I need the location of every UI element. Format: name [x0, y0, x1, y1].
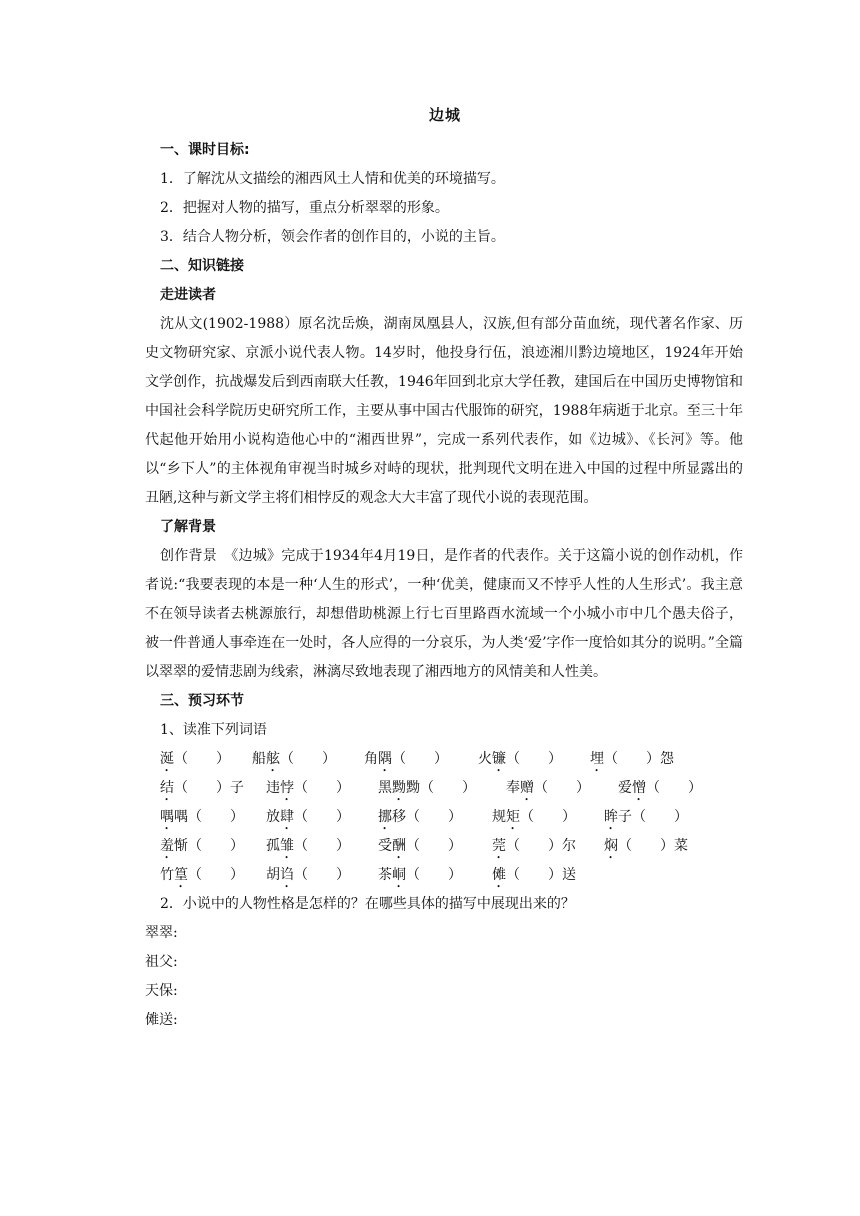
vocab-item [506, 774, 590, 804]
document-body [145, 136, 743, 1035]
vocab-prefix: 胡 [266, 866, 280, 883]
vocab-blank: （ ）怨 [604, 750, 674, 767]
question-1: 1、读准下列词语 [160, 722, 267, 738]
answer-line-tianbao: 天保: [145, 983, 178, 999]
vocab-dotted-char: 傩 [492, 866, 506, 883]
answer-line-nuosong: 傩送: [145, 1012, 178, 1028]
vocab-item [590, 745, 674, 775]
vocab-blank: （ ） [392, 750, 448, 767]
vocab-blank: 子（ ） [618, 808, 688, 825]
vocab-item [160, 832, 244, 862]
vocab-item [160, 803, 244, 833]
vocab-item [492, 861, 576, 891]
vocab-item [378, 803, 462, 833]
subheading-author: 走进读者 [160, 287, 216, 303]
vocab-blank: （ ） [280, 750, 336, 767]
vocab-item [492, 803, 576, 833]
vocab-item [252, 745, 336, 775]
vocab-item [160, 774, 244, 804]
vocab-dotted-char: 眸 [604, 808, 618, 825]
vocab-prefix: 放 [266, 808, 280, 825]
vocab-blank: （ ） [294, 837, 350, 854]
vocab-item [266, 832, 350, 862]
vocab-blank: （ ） [406, 837, 462, 854]
answer-line-grandfather: 祖父: [145, 954, 178, 970]
vocab-item [160, 745, 230, 775]
vocab-blank: （ ） [294, 808, 350, 825]
vocab-dotted-char: 赠 [520, 779, 534, 796]
vocab-dotted-char: 涎 [160, 750, 174, 767]
background-paragraph: 创作背景 《边城》完成于1934年4月19日，是作者的代表作。关于这篇小说的创作动机，作者说:“我要表现的本是一种‘人生的形式’，一种‘优美，健康而又不悖乎人性的人生形式’。我主意不在领导读者去桃源旅行，却想借助桃源上行七百里路酉水流域一个小城小市中几个愚夫俗子，被一件普通人事牵连在一处时，各人应得的一分哀乐，为人类‘爱’字作一度恰如其分的说明。”全篇以翠翠的爱情悲剧为线索，淋漓尽致地表现了湘西地方的风情美和人性美。 [145, 548, 743, 680]
vocab-blank: （ ）尔 [506, 837, 576, 854]
vocab-dotted-char: 羞 [160, 837, 174, 854]
vocab-item [266, 774, 350, 804]
vocab-dotted-char: 埋 [590, 750, 604, 767]
vocab-item [364, 745, 448, 775]
vocab-blank: 黝（ ） [406, 779, 476, 796]
vocab-dotted-char: 结 [160, 779, 174, 796]
vocab-row [145, 803, 743, 832]
vocab-blank: （ ） [174, 750, 230, 767]
answer-line-cuicui: 翠翠: [145, 925, 178, 941]
vocab-item [604, 832, 688, 862]
section-heading-knowledge: 二、知识链接 [160, 258, 244, 274]
vocab-prefix: 孤 [266, 837, 280, 854]
vocab-dotted-char: 悖 [280, 779, 294, 796]
vocab-blank: （ ） [294, 866, 350, 883]
vocab-item [604, 803, 688, 833]
vocab-prefix: 奉 [506, 779, 520, 796]
vocab-blank: 惭（ ） [174, 837, 244, 854]
vocab-prefix: 黑 [378, 779, 392, 796]
vocab-prefix: 规 [492, 808, 506, 825]
vocab-prefix: 角 [364, 750, 378, 767]
vocab-prefix: 受 [378, 837, 392, 854]
subheading-background: 了解背景 [160, 519, 216, 535]
vocab-dotted-char: 峒 [392, 866, 406, 883]
vocab-item [266, 803, 350, 833]
vocab-item [160, 861, 244, 891]
vocab-dotted-char: 喁 [160, 808, 174, 825]
vocab-blank: （ ） [534, 779, 590, 796]
vocab-dotted-char: 篁 [174, 866, 188, 883]
section-heading-preview: 三、预习环节 [160, 693, 244, 709]
vocab-dotted-char: 诌 [280, 866, 294, 883]
vocab-blank: （ ） [506, 750, 562, 767]
objective-item-2: 2．把握对人物的描写，重点分析翠翠的形象。 [160, 200, 449, 216]
vocab-blank: （ ）菜 [618, 837, 688, 854]
vocab-blank: （ ） [520, 808, 576, 825]
vocab-item [378, 861, 462, 891]
vocab-prefix: 船 [252, 750, 266, 767]
vocabulary-list [145, 745, 743, 890]
vocab-prefix: 爱 [618, 779, 632, 796]
vocab-blank: （ ） [646, 779, 702, 796]
question-2: 2．小说中的人物性格是怎样的？在哪些具体的描写中展现出来的？ [160, 896, 575, 912]
vocab-dotted-char: 酬 [392, 837, 406, 854]
vocab-blank: （ ）送 [506, 866, 576, 883]
vocab-prefix: 火 [478, 750, 492, 767]
page-title: 边城 [428, 106, 461, 124]
vocab-blank: （ ） [406, 866, 462, 883]
objective-item-1: 1．了解沈从文描绘的湘西风土人情和优美的环境描写。 [160, 171, 505, 187]
vocab-blank: 喁（ ） [174, 808, 244, 825]
vocab-row [145, 832, 743, 861]
vocab-item [378, 832, 462, 862]
vocab-item [478, 745, 562, 775]
vocab-dotted-char: 隅 [378, 750, 392, 767]
vocab-dotted-char: 黝 [392, 779, 406, 796]
vocab-item [378, 774, 476, 804]
vocab-item [492, 832, 576, 862]
vocab-prefix: 违 [266, 779, 280, 796]
vocab-dotted-char: 肆 [280, 808, 294, 825]
vocab-dotted-char: 雏 [280, 837, 294, 854]
author-paragraph: 沈从文(1902-1988）原名沈岳焕，湖南凤凰县人，汉族,但有部分苗血统，现代著名作家、历史文物研究家、京派小说代表人物。14岁时，他投身行伍，浪迹湘川黔边境地区，1924年开始文学创作，抗战爆发后到西南联大任教，1946年回到北京大学任教，建国后在中国历史博物馆和中国社会科学院历史研究所工作，主要从事中国古代服饰的研究，1988年病逝于北京。至三十年代起他开始用小说构造他心中的“湘西世界”，完成一系列代表作，如《边城》、《长河》等。他以“乡下人”的主体视角审视当时城乡对峙的现状，批判现代文明在进入中国的过程中所显露出的丑陋,这种与新文学主将们相悖反的观念大大丰富了现代小说的表现范围。 [145, 316, 743, 506]
vocab-prefix: 茶 [378, 866, 392, 883]
vocab-dotted-char: 焖 [604, 837, 618, 854]
vocab-blank: （ ） [188, 866, 244, 883]
vocab-row [145, 861, 743, 890]
vocab-dotted-char: 莞 [492, 837, 506, 854]
vocab-row [145, 745, 743, 774]
vocab-row [145, 774, 743, 803]
vocab-blank: （ ） [294, 779, 350, 796]
vocab-dotted-char: 矩 [506, 808, 520, 825]
vocab-dotted-char: 憎 [632, 779, 646, 796]
vocab-item [618, 774, 702, 804]
vocab-dotted-char: 舷 [266, 750, 280, 767]
vocab-blank: 移（ ） [392, 808, 462, 825]
vocab-item [266, 861, 350, 891]
vocab-dotted-char: 挪 [378, 808, 392, 825]
section-heading-objectives: 一、课时目标: [160, 142, 250, 158]
vocab-blank: （ ）子 [174, 779, 244, 796]
objective-item-3: 3．结合人物分析，领会作者的创作目的，小说的主旨。 [160, 229, 505, 245]
vocab-dotted-char: 镰 [492, 750, 506, 767]
vocab-prefix: 竹 [160, 866, 174, 883]
